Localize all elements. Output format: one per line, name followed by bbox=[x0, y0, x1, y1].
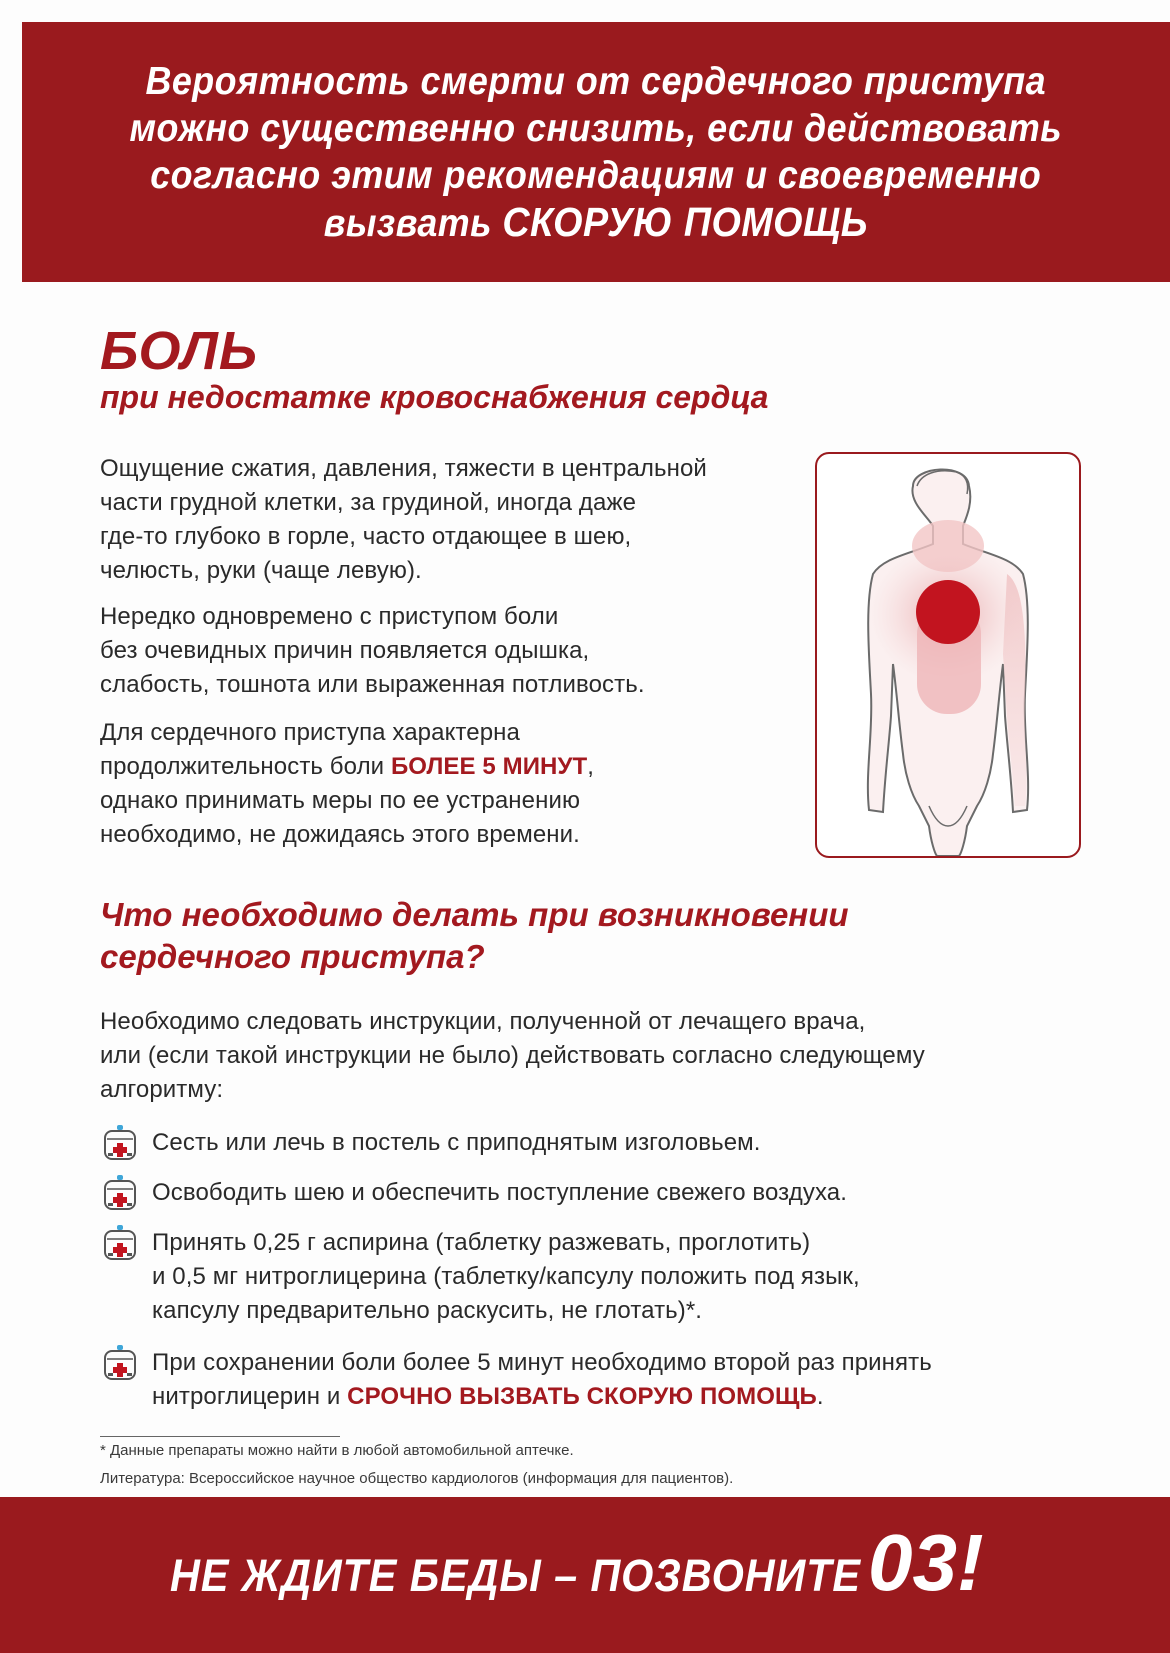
ambulance-icon bbox=[100, 1344, 140, 1384]
footnote-divider bbox=[100, 1436, 340, 1437]
text-line: или (если такой инструкции не было) действовать согласно следующему bbox=[100, 1042, 925, 1069]
algorithm-step-2 bbox=[100, 1176, 1100, 1214]
text-line: При сохранении боли более 5 минут необходимо второй раз принять bbox=[152, 1349, 932, 1376]
pain-paragraph-1 bbox=[100, 452, 707, 588]
text-line: необходимо, не дожидаясь этого времени. bbox=[100, 821, 580, 848]
text-line: Для сердечного приступа характерна bbox=[100, 719, 520, 746]
text-line: однако принимать меры по ее устранению bbox=[100, 787, 581, 814]
top-banner bbox=[22, 22, 1170, 282]
human-torso-pain-icon bbox=[817, 454, 1079, 856]
text-line bbox=[152, 1380, 1100, 1414]
pain-title: БОЛЬ bbox=[100, 321, 259, 381]
step-text bbox=[152, 1346, 1100, 1414]
step-text: Сесть или лечь в постель с приподнятым изголовьем. bbox=[152, 1129, 761, 1156]
text-line: капсулу предварительно раскусить, не глотать)*. bbox=[152, 1297, 703, 1324]
text-line: Принять 0,25 г аспирина (таблетку разжевать, проглотить) bbox=[152, 1229, 811, 1256]
text-line: Ощущение сжатия, давления, тяжести в центральной bbox=[100, 455, 707, 482]
banner-line-4-prefix: вызвать bbox=[323, 201, 503, 245]
call-ambulance-emphasis: СРОЧНО ВЫЗВАТЬ СКОРУЮ ПОМОЩЬ bbox=[347, 1383, 817, 1410]
banner-line-4 bbox=[130, 199, 1062, 247]
text-line: Нередко одновремено с приступом боли bbox=[100, 603, 559, 630]
footnote-literature: Литература: Всероссийское научное общество кардиологов (информация для пациентов). bbox=[100, 1470, 734, 1487]
pain-paragraph-2 bbox=[100, 600, 645, 702]
banner-line-1: Вероятность смерти от сердечного приступа bbox=[145, 59, 1047, 103]
footnote-note: * Данные препараты можно найти в любой автомобильной аптечке. bbox=[100, 1442, 574, 1459]
text-fragment: нитроглицерин и bbox=[152, 1383, 348, 1410]
ambulance-icon bbox=[100, 1174, 140, 1214]
banner-line-3: согласно этим рекомендациям и своевременно bbox=[150, 153, 1042, 197]
text-line: части грудной клетки, за грудиной, иногда даже bbox=[100, 489, 637, 516]
action-intro bbox=[100, 1005, 925, 1107]
duration-emphasis: БОЛЕЕ 5 МИНУТ bbox=[390, 753, 588, 780]
text-line: алгоритму: bbox=[100, 1076, 224, 1103]
text-fragment: , bbox=[587, 753, 595, 780]
algorithm-step-3 bbox=[100, 1226, 1100, 1328]
pain-paragraph-3 bbox=[100, 716, 594, 852]
step-text: Освободить шею и обеспечить поступление свежего воздуха. bbox=[152, 1179, 847, 1206]
text-line: где-то глубоко в горле, часто отдающее в шею, bbox=[100, 523, 632, 550]
algorithm-step-4 bbox=[100, 1346, 1100, 1414]
text-line: челюсть, руки (чаще левую). bbox=[100, 557, 422, 584]
action-title-line: сердечного приступа? bbox=[100, 938, 485, 975]
step-text bbox=[152, 1226, 1100, 1328]
pain-subtitle: при недостатке кровоснабжения сердца bbox=[100, 379, 769, 415]
ambulance-icon bbox=[100, 1124, 140, 1164]
banner-emphasis: СКОРУЮ ПОМОЩЬ bbox=[502, 198, 869, 245]
emergency-number: 03! bbox=[868, 1518, 984, 1607]
footer-slogan: НЕ ЖДИТЕ БЕДЫ – ПОЗВОНИТЕ bbox=[170, 1550, 861, 1601]
text-line bbox=[100, 750, 594, 784]
algorithm-step-1 bbox=[100, 1126, 1100, 1164]
action-title bbox=[100, 894, 1000, 978]
text-line: Необходимо следовать инструкции, полученной от лечащего врача, bbox=[100, 1008, 866, 1035]
ambulance-icon bbox=[100, 1224, 140, 1264]
banner-line-2: можно существенно снизить, если действовать bbox=[129, 106, 1063, 150]
text-line: и 0,5 мг нитроглицерина (таблетку/капсулу положить под язык, bbox=[152, 1263, 860, 1290]
pain-illustration bbox=[815, 452, 1081, 858]
text-fragment: . bbox=[816, 1383, 824, 1410]
text-line: без очевидных причин появляется одышка, bbox=[100, 637, 590, 664]
action-title-line: Что необходимо делать при возникновении bbox=[100, 896, 849, 933]
text-fragment: продолжительность боли bbox=[100, 753, 391, 780]
text-line: слабость, тошнота или выраженная потливость. bbox=[100, 671, 645, 698]
banner-message bbox=[130, 58, 1062, 247]
